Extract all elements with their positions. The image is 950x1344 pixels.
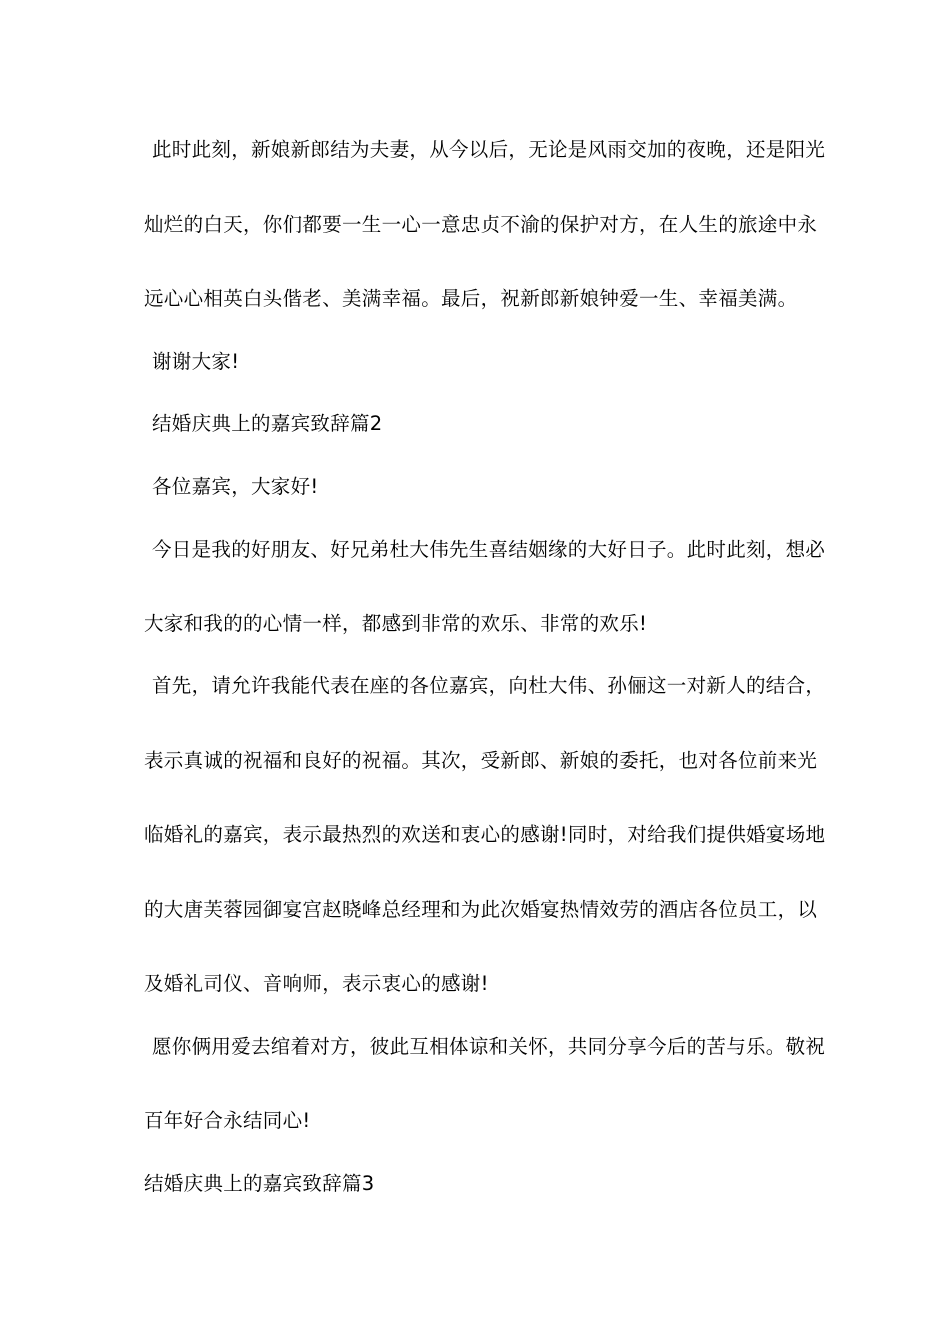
paragraph-line: 首先，请允许我能代表在座的各位嘉宾，向杜大伟、孙俪这一对新人的结合， — [152, 674, 826, 697]
paragraph-line: 百年好合永结同心! — [144, 1109, 311, 1132]
paragraph-line: 灿烂的白天，你们都要一生一心一意忠贞不渝的保护对方，在人生的旅途中永 — [144, 213, 818, 236]
paragraph-line: 今日是我的好朋友、好兄弟杜大伟先生喜结姻缘的大好日子。此时此刻，想必 — [152, 538, 826, 561]
paragraph-line: 谢谢大家! — [152, 350, 240, 373]
paragraph-line: 及婚礼司仪、音响师，表示衷心的感谢! — [144, 972, 489, 995]
paragraph-line: 的大唐芙蓉园御宴宫赵晓峰总经理和为此次婚宴热情效劳的酒店各位员工，以 — [144, 898, 818, 921]
section-heading: 结婚庆典上的嘉宾致辞篇3 — [144, 1172, 375, 1195]
section-heading: 结婚庆典上的嘉宾致辞篇2 — [152, 412, 383, 435]
paragraph-line: 此时此刻，新娘新郎结为夫妻，从今以后，无论是风雨交加的夜晚，还是阳光 — [152, 138, 826, 161]
paragraph-line: 临婚礼的嘉宾，表示最热烈的欢送和衷心的感谢!同时，对给我们提供婚宴场地 — [144, 823, 826, 846]
paragraph-line: 大家和我的的心情一样，都感到非常的欢乐、非常的欢乐! — [144, 612, 648, 635]
paragraph-line: 愿你俩用爱去绾着对方，彼此互相体谅和关怀，共同分享今后的苦与乐。敬祝 — [152, 1035, 826, 1058]
salutation-line: 各位嘉宾，大家好! — [152, 475, 319, 498]
paragraph-line: 表示真诚的祝福和良好的祝福。其次，受新郎、新娘的委托，也对各位前来光 — [144, 749, 818, 772]
paragraph-line: 远心心相英白头偕老、美满幸福。最后，祝新郎新娘钟爱一生、幸福美满。 — [144, 287, 798, 310]
